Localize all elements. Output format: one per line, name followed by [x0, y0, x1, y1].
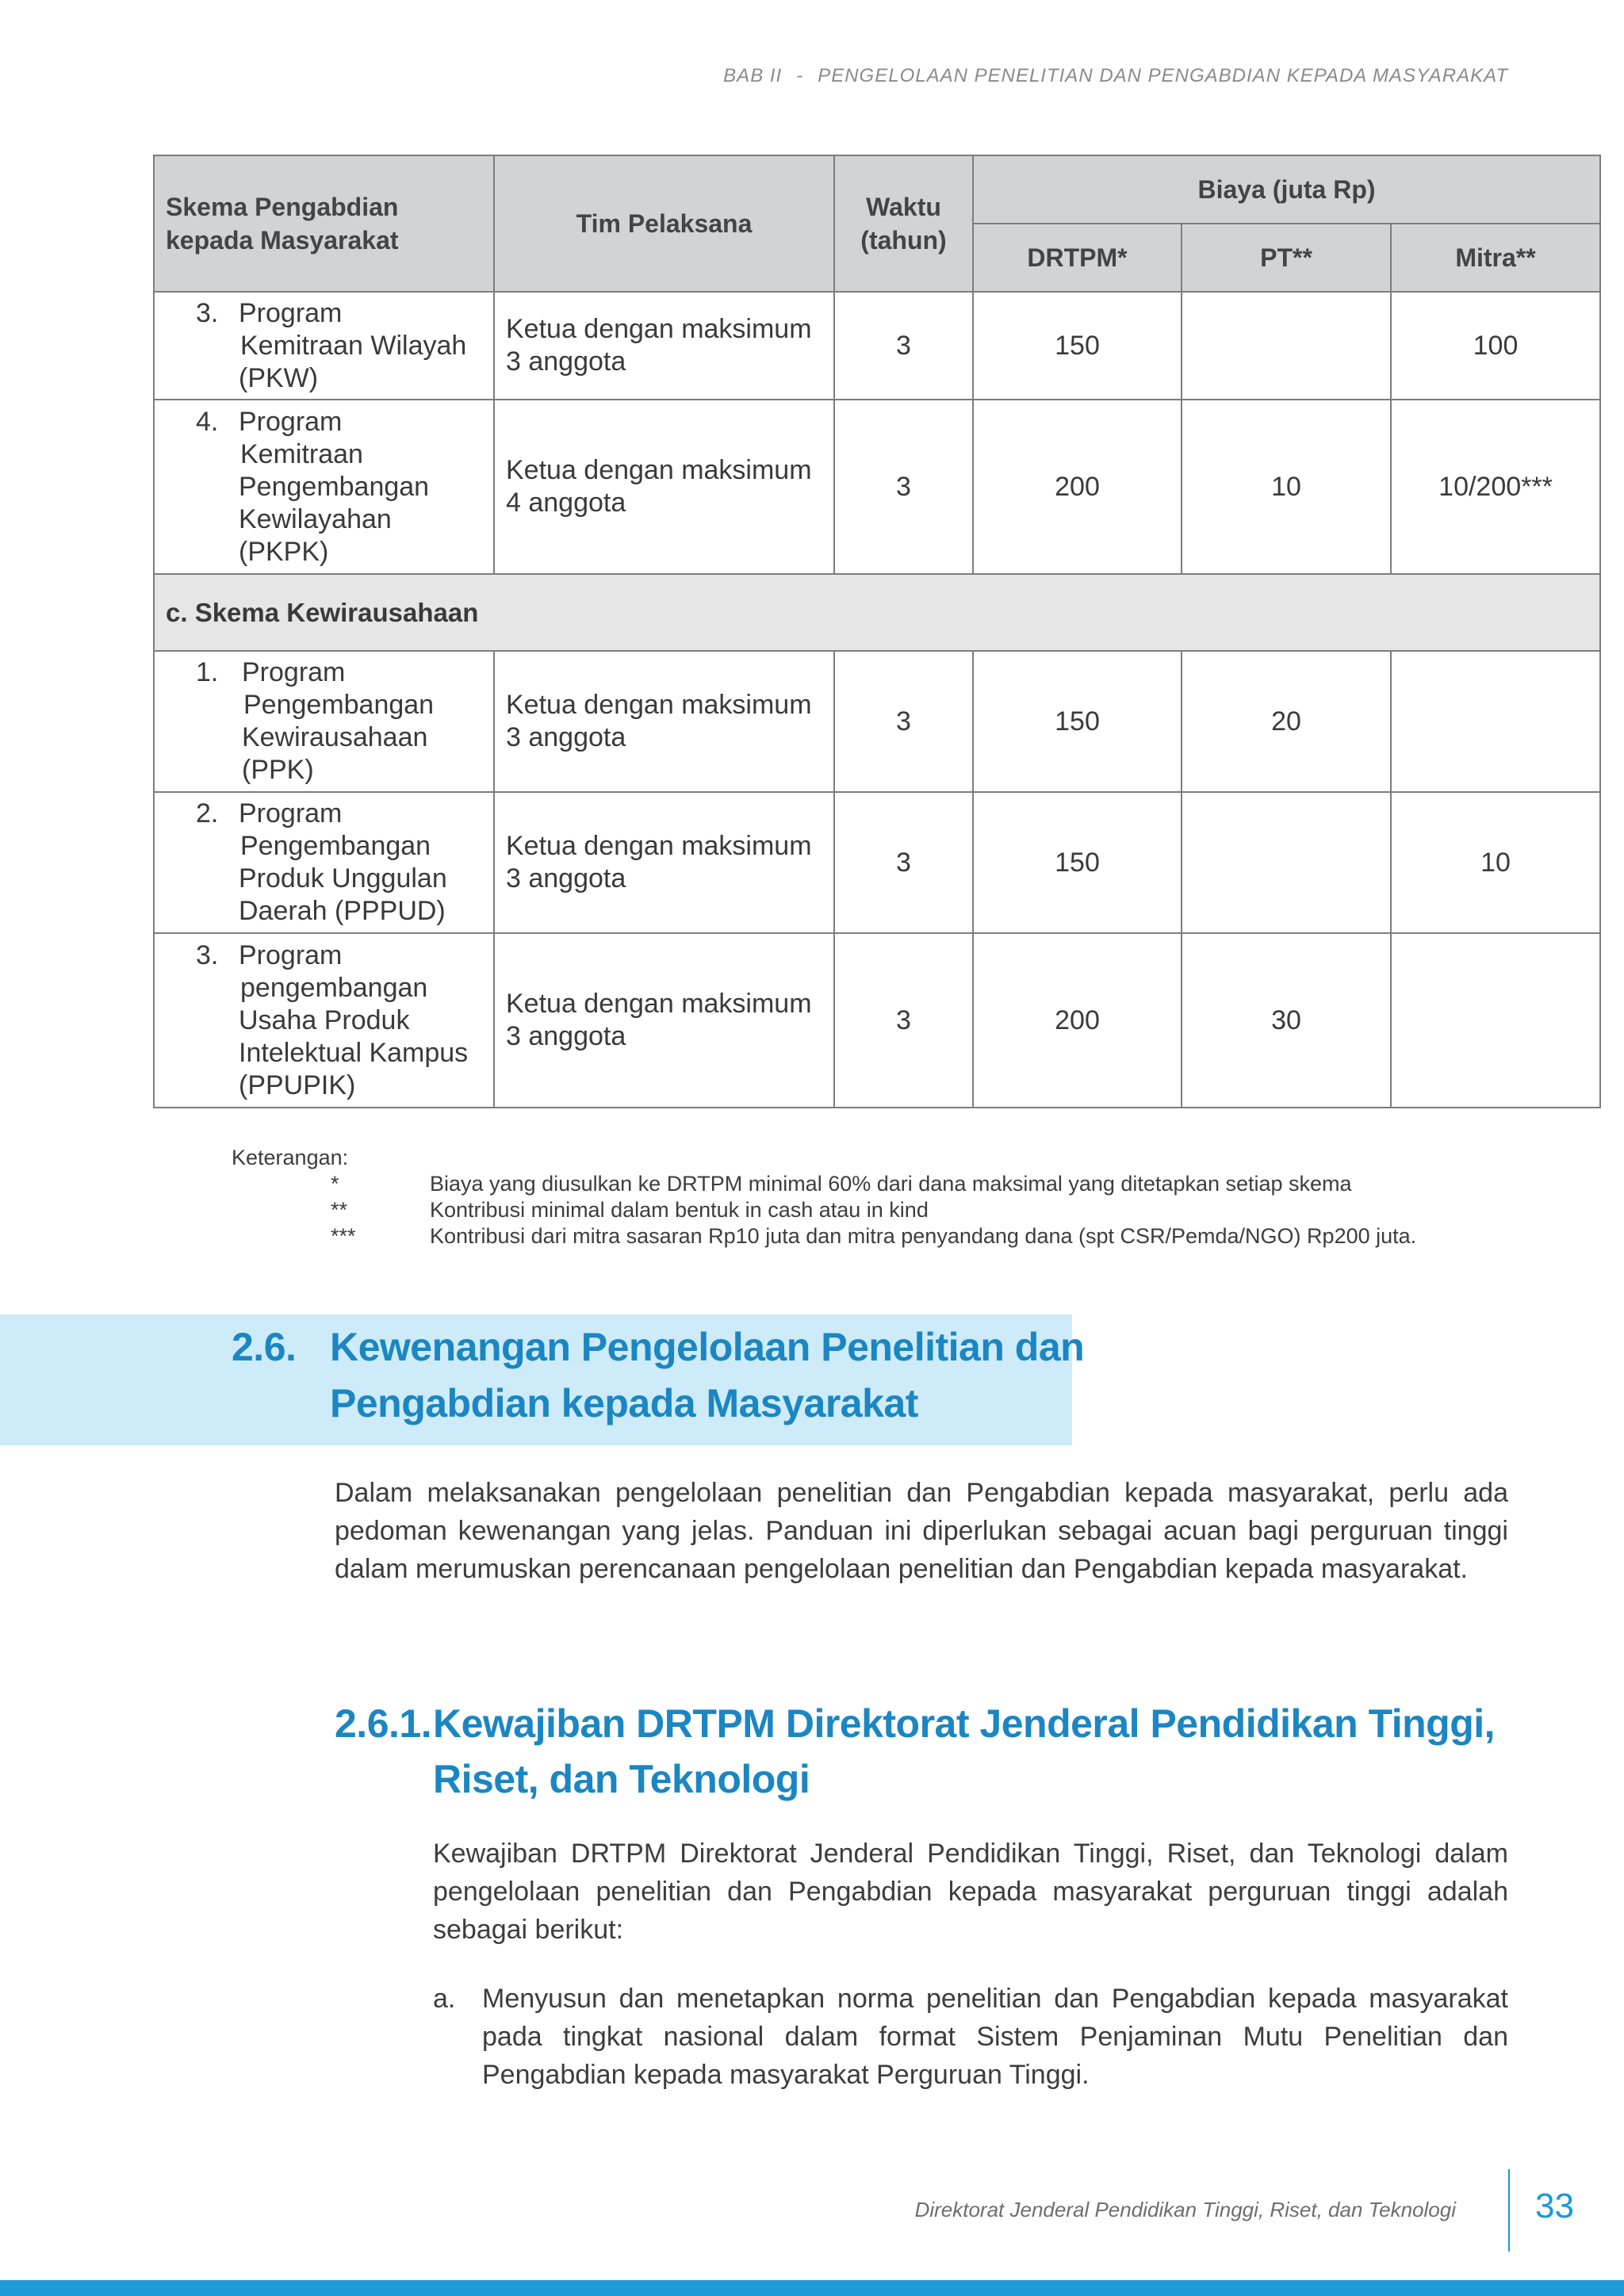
note-row [232, 1197, 1416, 1223]
table-row [154, 933, 1600, 1108]
subsection-paragraph: Kewajiban DRTPM Direktorat Jenderal Pendidikan Tinggi, Riset, dan Teknologi dalam pengelolaan penelitian dan Pengabdian kepada masyarakat perguruan tinggi adalah sebagai berikut: [433, 1839, 1508, 1945]
skema-cell [154, 400, 494, 574]
note-symbol: ** [331, 1198, 348, 1222]
note-row [232, 1223, 1416, 1249]
skema-cell [154, 651, 494, 792]
tim-cell: Ketua dengan maksimum 3 anggota [494, 651, 834, 792]
note-text: Kontribusi minimal dalam bentuk in cash atau in kind [430, 1198, 929, 1222]
pt-cell: 10 [1182, 400, 1391, 574]
skema-rest: Pengembangan Kewirausahaan (PPK) [242, 690, 435, 785]
waktu-cell: 3 [834, 400, 973, 574]
page-number: 33 [1535, 2187, 1574, 2225]
note-symbol: *** [331, 1224, 356, 1248]
pt-cell [1182, 792, 1391, 933]
subsection-number: 2.6.1. [335, 1701, 432, 1746]
pt-cell [1182, 292, 1391, 400]
skema-cell [154, 292, 494, 400]
drtpm-cell: 200 [973, 400, 1182, 574]
header-mitra: Mitra** [1391, 224, 1600, 292]
mitra-cell: 10/200*** [1391, 400, 1600, 574]
skema-first: Program [239, 798, 343, 828]
bottom-bar [0, 2280, 1624, 2296]
budget-table [153, 155, 1601, 1108]
tim-cell: Ketua dengan maksimum 3 anggota [494, 933, 834, 1108]
footer-divider [1508, 2169, 1510, 2252]
section-title-line1: Kewenangan Pengelolaan Penelitian dan [330, 1325, 1085, 1369]
footer-text: Direktorat Jenderal Pendidikan Tinggi, Riset, dan Teknologi [914, 2198, 1456, 2221]
drtpm-cell: 200 [973, 933, 1182, 1108]
skema-rest: Kemitraan Pengembangan Kewilayahan (PKPK) [239, 438, 430, 567]
list-item-label: a. [433, 1984, 456, 2014]
subsection-heading [335, 1696, 1495, 1807]
drtpm-cell: 150 [973, 651, 1182, 792]
note-text: Biaya yang diusulkan ke DRTPM minimal 60% dari dana maksimal yang ditetapkan setiap skema [430, 1172, 1352, 1196]
item-number: 4. [196, 406, 219, 437]
table-row [154, 292, 1600, 400]
header-waktu: Waktu (tahun) [834, 155, 973, 292]
skema-rest: pengembangan Usaha Produk Intelektual Kampus (PPUPIK) [239, 972, 469, 1100]
header-biaya: Biaya (juta Rp) [973, 155, 1600, 224]
header-pt: PT** [1182, 224, 1391, 292]
waktu-cell: 3 [834, 792, 973, 933]
drtpm-cell: 150 [973, 292, 1182, 400]
list-item [433, 1980, 1508, 2094]
subsection-title-line2: Riset, dan Teknologi [433, 1757, 810, 1801]
mitra-cell [1391, 651, 1600, 792]
skema-cell [154, 792, 494, 933]
chapter-title: PENGELOLAAN PENELITIAN DAN PENGABDIAN KEPADA MASYARAKAT [818, 65, 1508, 86]
section-row [154, 574, 1600, 651]
skema-first: Program [239, 297, 343, 328]
table-row [154, 400, 1600, 574]
header-skema: Skema Pengabdian kepada Masyarakat [154, 155, 494, 292]
skema-cell [154, 933, 494, 1108]
header-drtpm: DRTPM* [973, 224, 1182, 292]
mitra-cell [1391, 933, 1600, 1108]
drtpm-cell: 150 [973, 792, 1182, 933]
note-symbol: * [331, 1172, 339, 1196]
waktu-cell: 3 [834, 933, 973, 1108]
mitra-cell: 100 [1391, 292, 1600, 400]
tim-cell: Ketua dengan maksimum 4 anggota [494, 400, 834, 574]
pt-cell: 30 [1182, 933, 1391, 1108]
table-row [154, 792, 1600, 933]
skema-first: Program [239, 939, 343, 970]
section-title-line2: Pengabdian kepada Masyarakat [330, 1381, 918, 1425]
item-number: 3. [196, 297, 219, 328]
skema-first: Program [242, 657, 346, 687]
item-number: 1. [196, 657, 219, 687]
skema-first: Program [239, 406, 343, 437]
waktu-cell: 3 [834, 292, 973, 400]
table-row [154, 651, 1600, 792]
note-text: Kontribusi dari mitra sasaran Rp10 juta dan mitra penyandang dana (spt CSR/Pemda/NGO) Rp200 juta. [430, 1224, 1417, 1248]
item-number: 2. [196, 798, 219, 828]
section-paragraph: Dalam melaksanakan pengelolaan penelitian dan Pengabdian kepada masyarakat, perlu ada pedoman kewenangan yang jelas. Panduan ini diperlukan sebagai acuan bagi perguruan tinggi dalam merumuskan perencanaan pengelolaan penelitian dan Pengabdian kepada masyarakat. [335, 1478, 1508, 1584]
section-c-label: c. Skema Kewirausahaan [154, 574, 1600, 651]
chapter-label: BAB II [723, 65, 783, 86]
skema-rest: Kemitraan Wilayah (PKW) [239, 330, 467, 393]
skema-rest: Pengembangan Produk Unggulan Daerah (PPPUD) [239, 831, 447, 926]
mitra-cell: 10 [1391, 792, 1600, 933]
tim-cell: Ketua dengan maksimum 3 anggota [494, 292, 834, 400]
waktu-cell: 3 [834, 651, 973, 792]
obligation-list [433, 1980, 1508, 2094]
section-number: 2.6. [232, 1325, 297, 1369]
list-item-text: Menyusun dan menetapkan norma penelitian dan Pengabdian kepada masyarakat pada tingkat nasional dalam format Sistem Penjaminan Mutu Penelitian dan Pengabdian kepada masyarakat Perguruan Tinggi. [482, 1984, 1508, 2090]
item-number: 3. [196, 939, 219, 970]
tim-cell: Ketua dengan maksimum 3 anggota [494, 792, 834, 933]
section-heading [232, 1319, 1084, 1432]
header-separator: - [796, 65, 804, 86]
keterangan-notes [232, 1145, 1416, 1249]
keterangan-label: Keterangan: [232, 1146, 349, 1169]
running-header [723, 65, 1508, 87]
note-row [232, 1171, 1416, 1197]
header-tim: Tim Pelaksana [494, 155, 834, 292]
subsection-title-line1: Kewajiban DRTPM Direktorat Jenderal Pendidikan Tinggi, [433, 1701, 1496, 1746]
pt-cell: 20 [1182, 651, 1391, 792]
